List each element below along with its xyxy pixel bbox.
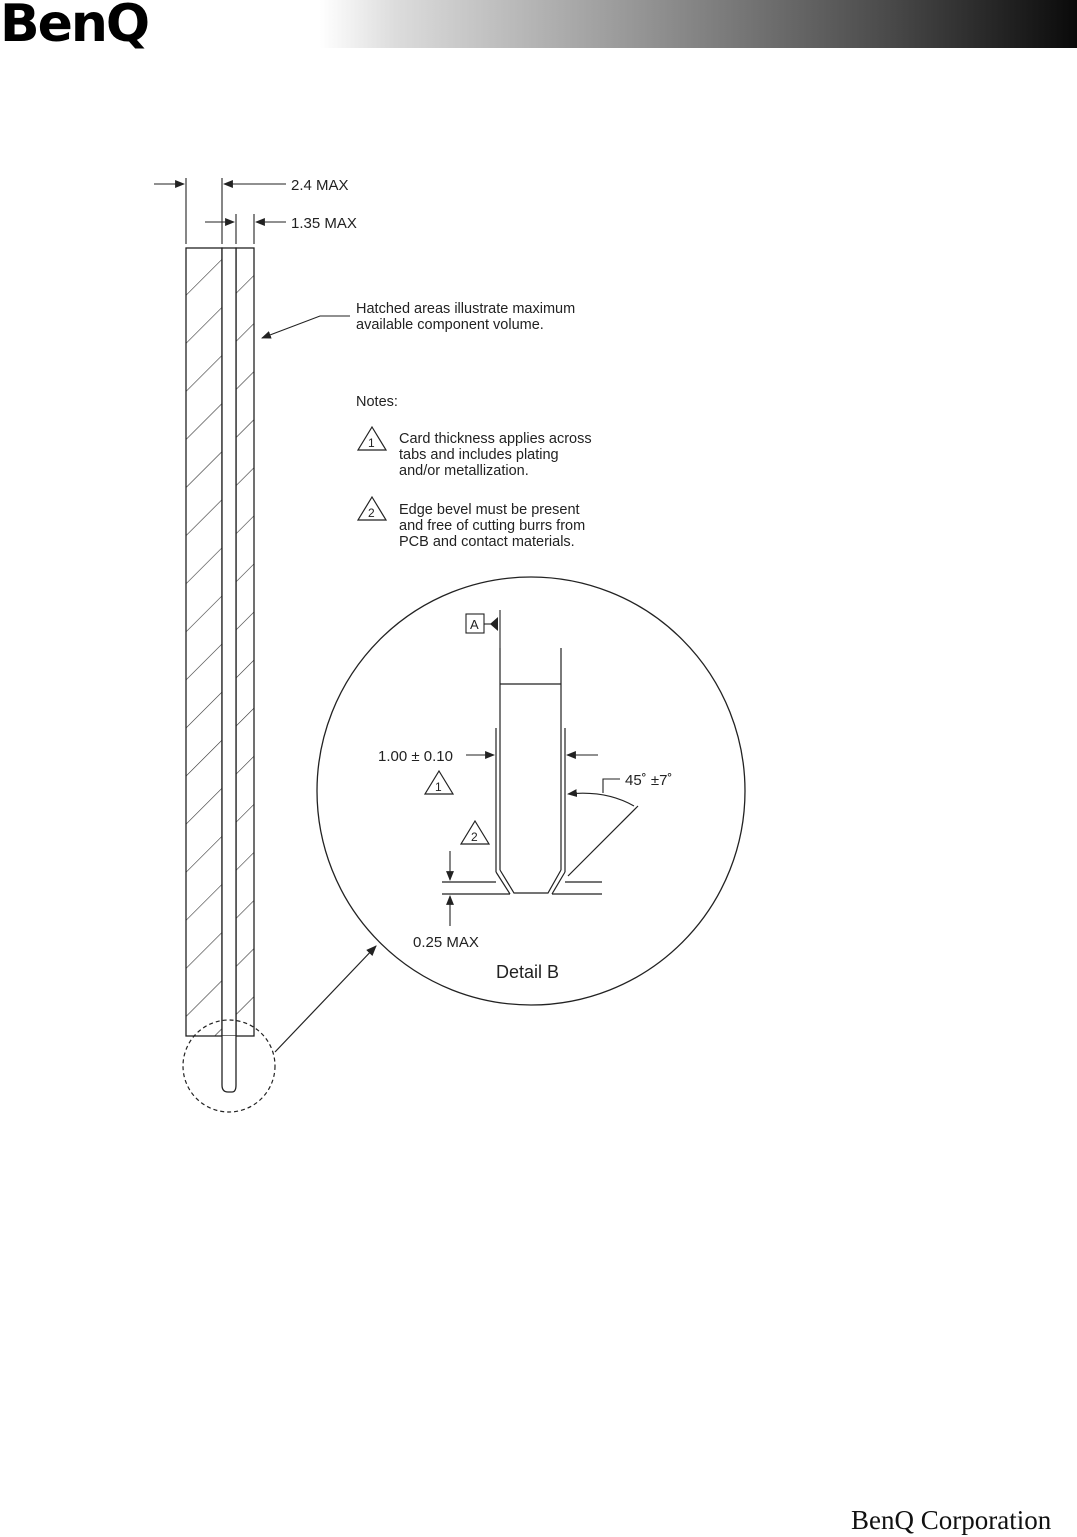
detail-leader (275, 946, 376, 1052)
hatch-note-leader (262, 316, 350, 338)
note1-line3: and/or metallization. (399, 463, 529, 479)
svg-text:2: 2 (368, 506, 375, 520)
svg-text:1: 1 (435, 780, 442, 794)
detail-note2-triangle-icon (461, 821, 489, 844)
note2-line1: Edge bevel must be present (399, 502, 580, 518)
dim-overall-label: 2.4 MAX (291, 177, 349, 194)
thickness-dim-label: 1.00 ± 0.10 (378, 748, 453, 765)
datum-label: A (470, 617, 479, 632)
detail-b (317, 577, 745, 1005)
footer-corporation: BenQ Corporation (851, 1505, 1052, 1535)
note1-line1: Card thickness applies across (399, 431, 592, 447)
detail-note1-triangle-icon (425, 771, 453, 794)
angle-dim-label: 45˚ ±7˚ (625, 772, 673, 789)
note2-line3: PCB and contact materials. (399, 534, 575, 550)
logo-text: BenQ (0, 0, 149, 54)
card-cross-section (186, 248, 254, 1092)
svg-text:2: 2 (471, 830, 478, 844)
dim-inner-label: 1.35 MAX (291, 215, 357, 232)
notes-title: Notes: (356, 394, 398, 410)
hatch-note-line1: Hatched areas illustrate maximum (356, 301, 576, 317)
note1-triangle-icon (358, 427, 386, 450)
detail-title: Detail B (496, 962, 560, 982)
note2-line2: and free of cutting burrs from (399, 518, 586, 534)
hatch-note-line2: available component volume. (356, 317, 544, 333)
bevel-dim-label: 0.25 MAX (413, 934, 479, 951)
svg-text:1: 1 (368, 436, 375, 450)
note1-line2: tabs and includes plating (399, 447, 559, 463)
top-dimension-lines (154, 178, 286, 244)
note2-triangle-icon (358, 497, 386, 520)
